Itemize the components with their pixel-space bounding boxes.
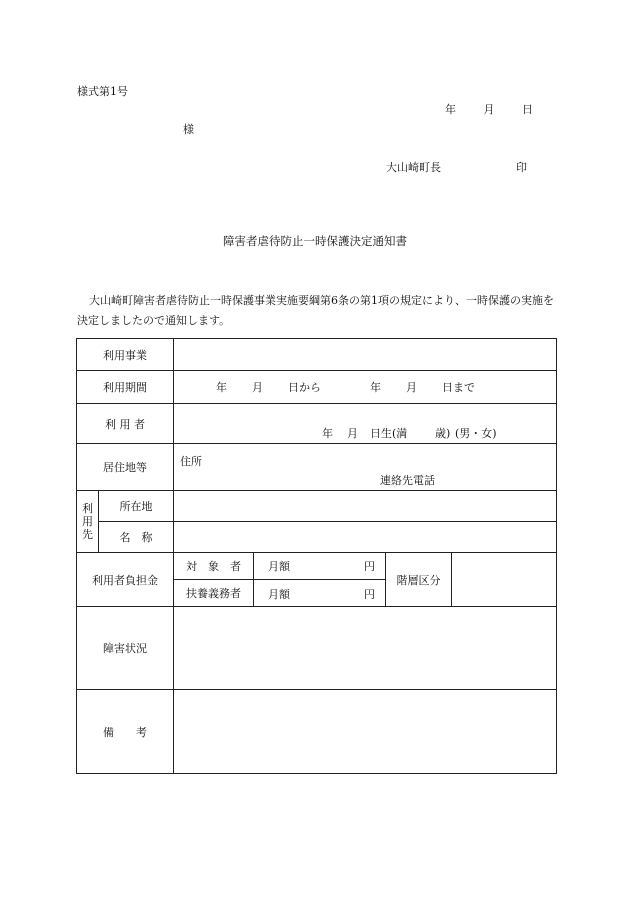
date-month-label: 月: [483, 103, 495, 116]
row-burden-subject: [77, 553, 557, 580]
row-facility-location: [77, 491, 557, 522]
bracket-label: 階層区分: [386, 553, 452, 607]
date-year-label: 年: [445, 103, 456, 116]
disability-label: 障害状況: [77, 607, 174, 690]
disability-value-cell[interactable]: [174, 607, 557, 690]
notice-body-text: 大山崎町障害者虐待防止一時保護事業実施要綱第6条の第1項の規定により、一時保護の実施を決定しましたので通知します。: [77, 294, 554, 327]
burden-amount-cell[interactable]: [254, 580, 386, 607]
address-label: 住所: [180, 455, 202, 468]
monthly-label: 月額: [268, 588, 290, 601]
addressee-suffix: 様: [183, 123, 194, 136]
burden-row-label: 扶養義務者: [174, 580, 254, 607]
remarks-label: 備 考: [77, 690, 174, 774]
period-end-day: 日まで: [442, 381, 475, 394]
document-title: 障害者虐待防止一時保護決定通知書: [223, 234, 407, 248]
burden-row-label: 対 象 者: [174, 553, 254, 580]
row-facility-name: [77, 522, 557, 553]
row-user: [77, 404, 557, 444]
date-day-label: 日: [522, 103, 533, 116]
burden-amount-cell[interactable]: [254, 553, 386, 580]
period-value-cell[interactable]: [174, 371, 557, 404]
birth-month-label: 月: [347, 427, 358, 440]
service-label: 利用事業: [77, 339, 174, 371]
bracket-value-cell[interactable]: [452, 553, 557, 607]
yen-unit: 円: [364, 588, 375, 601]
decision-form-table: [76, 338, 557, 774]
phone-label: 連絡先電話: [380, 474, 435, 487]
monthly-label: 月額: [268, 560, 290, 573]
user-label: 利 用 者: [77, 404, 174, 444]
facility-location-label: 所在地: [99, 491, 174, 522]
form-number: 様式第1号: [77, 85, 128, 98]
remarks-value-cell[interactable]: [174, 690, 557, 774]
age-label: 歳): [435, 427, 451, 440]
row-period: [77, 371, 557, 404]
service-value-cell[interactable]: [174, 339, 557, 371]
birth-year-label: 年: [322, 427, 333, 440]
row-residence: [77, 444, 557, 491]
seal-mark: 印: [516, 161, 527, 174]
period-start-month: 月: [252, 381, 263, 394]
facility-group-label: 利 用 先: [77, 491, 99, 553]
facility-name-label: 名 称: [99, 522, 174, 553]
row-disability: [77, 607, 557, 690]
facility-location-value-cell[interactable]: [174, 491, 557, 522]
sex-options: (男・女): [455, 427, 497, 440]
period-label: 利用期間: [77, 371, 174, 404]
row-service: [77, 339, 557, 371]
birth-day-label: 日生(満: [370, 427, 408, 440]
yen-unit: 円: [364, 560, 375, 573]
user-value-cell[interactable]: [174, 404, 557, 444]
period-start-year: 年: [216, 381, 227, 394]
issue-date: [445, 104, 533, 115]
period-end-year: 年: [370, 381, 381, 394]
residence-value-cell[interactable]: [174, 444, 557, 491]
residence-label: 居住地等: [77, 444, 174, 491]
period-start-day: 日から: [288, 381, 321, 394]
issuer-name: 大山崎町長: [386, 161, 441, 174]
row-remarks: [77, 690, 557, 774]
period-end-month: 月: [406, 381, 417, 394]
burden-label: 利用者負担金: [77, 553, 174, 607]
facility-name-value-cell[interactable]: [174, 522, 557, 553]
